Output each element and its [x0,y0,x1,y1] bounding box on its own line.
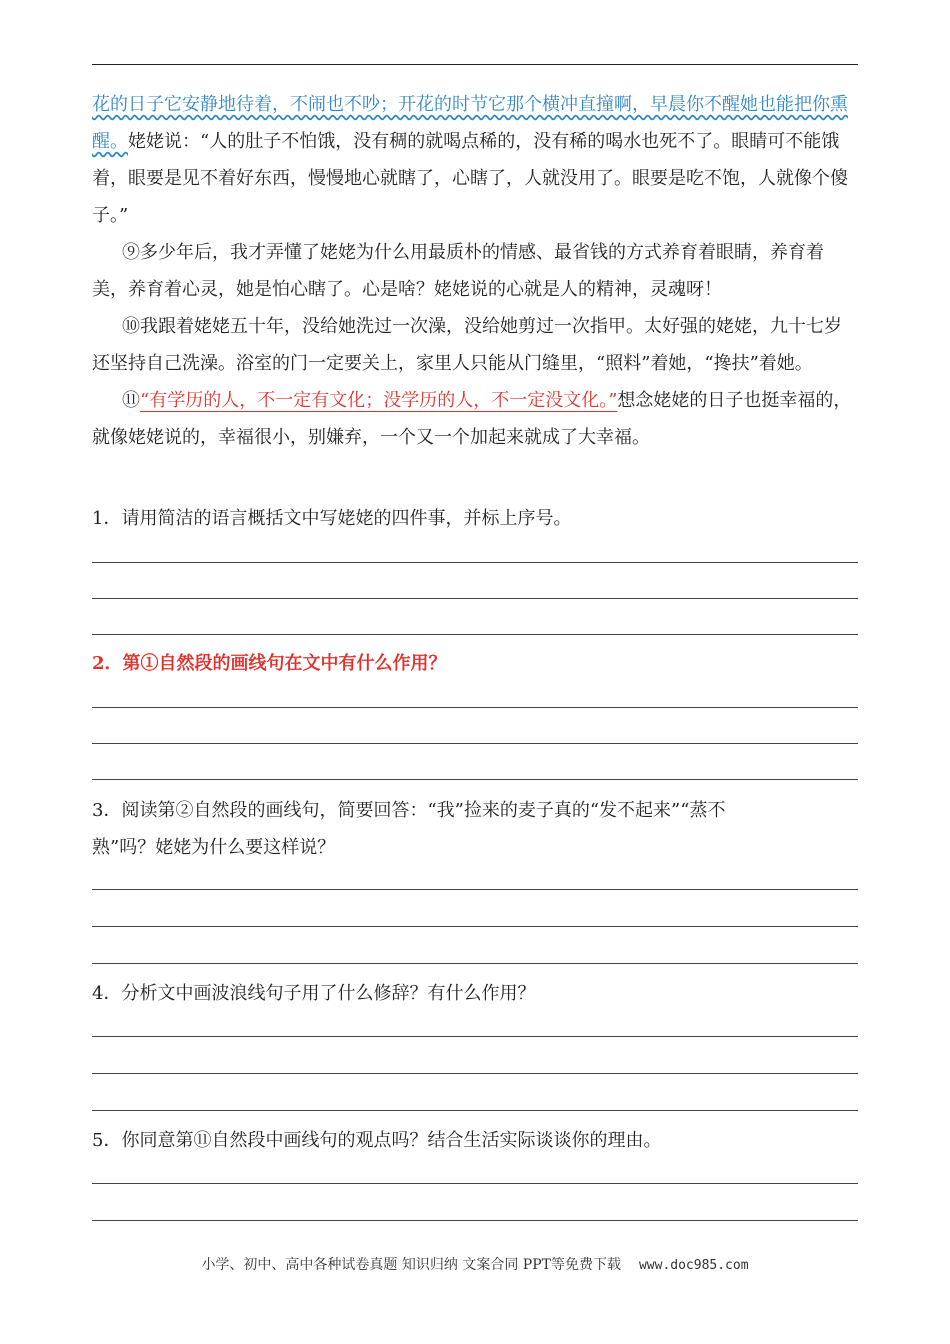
answer-line[interactable] [92,779,858,780]
question-4: 4．分析文中画波浪线句子用了什么修辞？有什么作用？ [92,983,536,1004]
answer-line[interactable] [92,1183,858,1184]
paragraph-11-number: ⑪ [122,390,140,411]
question-2: 2．第①自然段的画线句在文中有什么作用？ [92,653,447,674]
wavy-underlined-sentence: 花的日子它安静地待着，不闹也不吵；开花的时节它那个横冲直撞啊，早晨你不醒她也能把你熏醒。 [92,94,848,152]
paragraph-8-rest: 姥姥说：“人的肚子不怕饿，没有稠的就喝点稀的，没有稀的喝水也死不了。眼睛可不能饿着，眼要是见不着好东西，慢慢地心就瞎了，心瞎了，人就没用了。眼要是吃不饱，人就像个傻子。” [92,131,848,226]
answer-line[interactable] [92,889,858,890]
paragraph-11-rest: 想念姥姥的日子也挺幸福的，就像姥姥说的，幸福很小，别嫌弃，一个又一个加起来就成了大幸福。 [92,390,852,448]
passage [92,86,858,456]
question-3-line-2: 熟”吗？姥姥为什么要这样说？ [92,837,336,858]
paragraph-8 [92,86,858,234]
answer-line[interactable] [92,1036,858,1037]
footer-text: 小学、初中、高中各种试卷真题 知识归纳 文案合同 PPT等免费下载 [201,1257,621,1273]
answer-line[interactable] [92,562,858,563]
paragraph-11 [92,382,858,456]
question-1: 1．请用简洁的语言概括文中写姥姥的四件事，并标上序号。 [92,508,572,529]
question-3 [92,792,858,866]
paragraph-9: ⑨多少年后，我才弄懂了姥姥为什么用最质朴的情感、最省钱的方式养育着眼睛，养育着美，养育着心灵，她是怕心瞎了。心是啥？姥姥说的心就是人的精神，灵魂呀！ [92,242,824,300]
footer [0,1254,950,1274]
answer-line[interactable] [92,598,858,599]
answer-line[interactable] [92,1073,858,1074]
question-5: 5．你同意第⑪自然段中画线句的观点吗？结合生活实际谈谈你的理由。 [92,1130,662,1151]
header-rule [92,64,858,65]
answer-line[interactable] [92,707,858,708]
paragraph-10: ⑩我跟着姥姥五十年，没给她洗过一次澡，没给她剪过一次指甲。太好强的姥姥，九十七岁还坚持自己洗澡。浴室的门一定要关上，家里人只能从门缝里，“照料”着她，“搀扶”着她。 [92,316,842,374]
answer-line[interactable] [92,926,858,927]
answer-line[interactable] [92,743,858,744]
question-3-line-1: 3．阅读第②自然段的画线句，简要回答：“我”捡来的麦子真的“发不起来”“蒸不 [92,800,726,821]
underlined-sentence: “有学历的人，不一定有文化；没学历的人，不一定没文化。” [140,390,618,411]
answer-line[interactable] [92,963,858,964]
answer-line[interactable] [92,634,858,635]
footer-url[interactable]: www.doc985.com [638,1258,749,1273]
answer-line[interactable] [92,1220,858,1221]
answer-line[interactable] [92,1110,858,1111]
